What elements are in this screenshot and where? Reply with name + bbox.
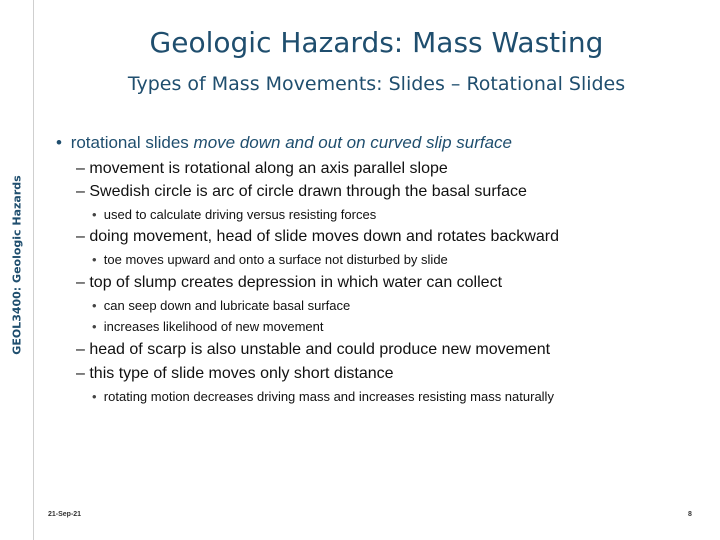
item-text: can seep down and lubricate basal surface (103, 298, 351, 313)
main-bullet-text: move down and out on curved slip surface (188, 133, 512, 152)
dash-marker: – (76, 365, 85, 382)
dash-marker: – (76, 160, 85, 177)
item-text: Swedish circle is arc of circle drawn through the basal surface (89, 183, 527, 200)
item-text: toe moves upward and onto a surface not disturbed by slide (103, 252, 448, 267)
dash-marker: – (76, 183, 85, 200)
list-item (76, 365, 394, 383)
course-label: GEOL3400: Geologic Hazards (10, 175, 24, 355)
list-item (76, 228, 559, 246)
bullet-marker: • (92, 207, 97, 222)
list-item (76, 183, 527, 201)
item-text: top of slump creates depression in which water can collect (89, 274, 503, 291)
bullet-marker: • (92, 319, 97, 334)
bullet-marker: • (92, 389, 97, 404)
bullet-marker: • (56, 133, 62, 152)
item-text: doing movement, head of slide moves down and rotates backward (89, 228, 559, 245)
list-item (92, 389, 554, 404)
list-item (76, 274, 502, 292)
dash-marker: – (76, 341, 85, 358)
main-bullet (56, 133, 512, 153)
dash-marker: – (76, 274, 85, 291)
list-item (76, 160, 448, 178)
list-item (92, 252, 448, 267)
list-item (76, 341, 550, 359)
item-text: rotating motion decreases driving mass and increases resisting mass naturally (103, 389, 554, 404)
item-text: increases likelihood of new movement (103, 319, 324, 334)
list-item (92, 319, 323, 334)
main-bullet-term: rotational slides (70, 133, 189, 152)
slide-title: Geologic Hazards: Mass Wasting (149, 26, 604, 59)
list-item (92, 207, 376, 222)
slide-subtitle: Types of Mass Movements: Slides – Rotational Slides (127, 73, 626, 95)
footer-date: 21-Sep-21 (48, 511, 82, 518)
sidebar (0, 0, 34, 540)
item-text: used to calculate driving versus resisting forces (103, 207, 377, 222)
bullet-marker: • (92, 252, 97, 267)
page-number: 8 (688, 511, 692, 518)
item-text: movement is rotational along an axis parallel slope (89, 160, 448, 177)
bullet-marker: • (92, 298, 97, 313)
item-text: head of scarp is also unstable and could produce new movement (89, 341, 551, 358)
list-item (92, 298, 350, 313)
item-text: this type of slide moves only short distance (89, 365, 394, 382)
dash-marker: – (76, 228, 85, 245)
